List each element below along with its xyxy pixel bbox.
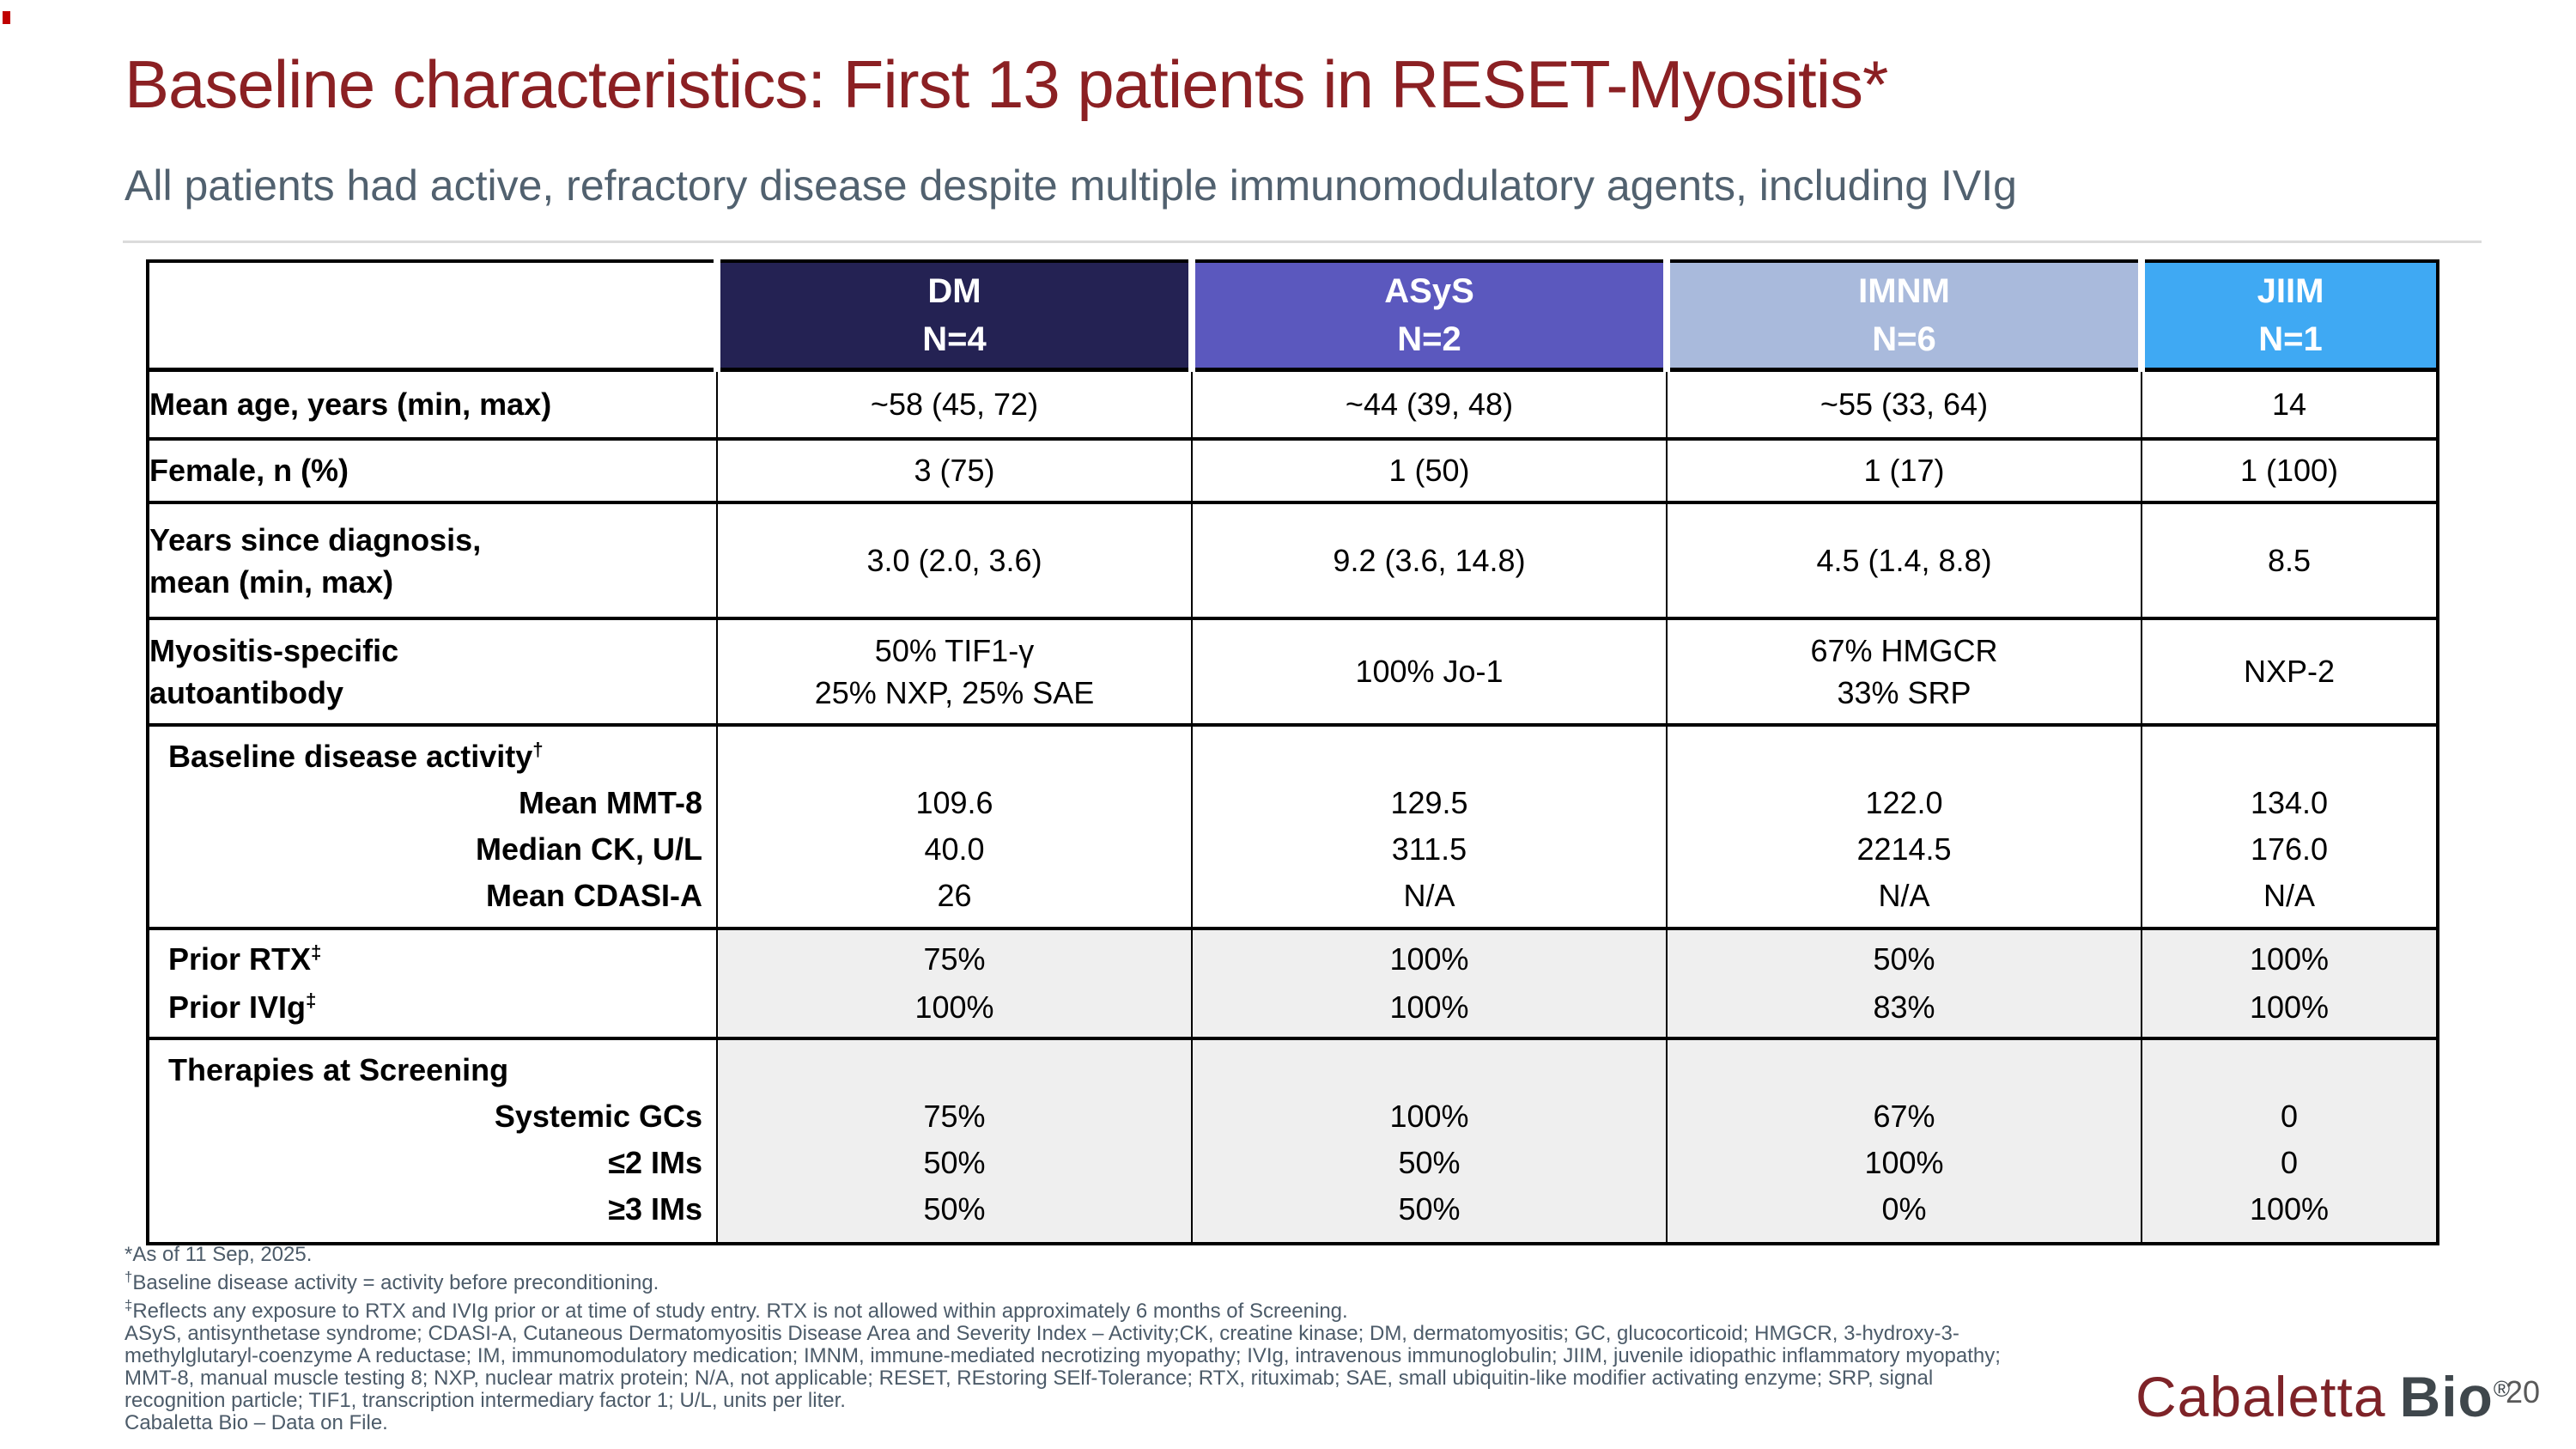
cell-jiim: 134.0 176.0 N/A [2142, 725, 2438, 928]
table-header-row [148, 261, 2438, 370]
logo-brand-text: Cabaletta [2136, 1365, 2386, 1428]
cell-jiim: 100% 100% [2142, 928, 2438, 1038]
cell-jiim: NXP-2 [2142, 618, 2438, 725]
footnote-asof: *As of 11 Sep, 2025. [125, 1243, 313, 1266]
column-n: N=6 [1872, 320, 1936, 358]
footnote-abbreviations-3: MMT-8, manual muscle testing 8; NXP, nuclear matrix protein; N/A, not applicable; RESET, REstoring SElf-Tolerance; RTX, rituximab; SAE, small ubiquitin-like modifier activating enzyme; SRP, signal [125, 1367, 1934, 1390]
cell-jiim: 1 (100) [2142, 439, 2438, 502]
footnote-abbreviations-4: recognition particle; TIF1, transcription intermediary factor 1; U/L, units per liter. [125, 1389, 846, 1412]
row-label: Female, n (%) [148, 439, 717, 502]
cell-dm: 3.0 (2.0, 3.6) [717, 502, 1192, 618]
cell-asys: 100% Jo-1 [1192, 618, 1667, 725]
cell-imnm: 67% HMGCR 33% SRP [1667, 618, 2142, 725]
cell-asys: 9.2 (3.6, 14.8) [1192, 502, 1667, 618]
cell-jiim: 14 [2142, 370, 2438, 440]
cell-dm: 50% TIF1-γ 25% NXP, 25% SAE [717, 618, 1192, 725]
sub-label-ck: Median CK, U/L [475, 831, 702, 867]
row-label: Therapies at Screening Systemic GCs ≤2 IMs ≥3 IMs [148, 1038, 717, 1244]
column-n: N=2 [1397, 320, 1461, 358]
cell-dm: 109.6 40.0 26 [717, 725, 1192, 928]
header-cell-dm [717, 261, 1192, 370]
slide-subtitle: All patients had active, refractory disease despite multiple immunomodulatory agents, including IVIg [125, 161, 2017, 210]
cell-imnm: 1 (17) [1667, 439, 2142, 502]
cabaletta-bio-logo [2136, 1364, 2511, 1429]
cell-imnm: 67% 100% 0% [1667, 1038, 2142, 1244]
cell-dm: 75% 50% 50% [717, 1038, 1192, 1244]
registered-trademark-mark: ® [2493, 1376, 2512, 1402]
cell-imnm: 4.5 (1.4, 8.8) [1667, 502, 2142, 618]
cell-dm: 75% 100% [717, 928, 1192, 1038]
footnote-data-on-file: Cabaletta Bio – Data on File. [125, 1411, 388, 1434]
double-dagger-mark: ‡ [306, 989, 317, 1011]
header-divider [123, 240, 2482, 243]
double-dagger-mark: ‡ [311, 941, 322, 963]
sub-label-le2: ≤2 IMs [608, 1145, 702, 1180]
column-label: ASyS [1384, 272, 1474, 310]
logo-suffix-text: Bio [2399, 1365, 2494, 1428]
cell-asys: ~44 (39, 48) [1192, 370, 1667, 440]
column-n: N=1 [2258, 320, 2323, 358]
cell-asys: 100% 50% 50% [1192, 1038, 1667, 1244]
header-cell-asys [1192, 261, 1667, 370]
row-label: Mean age, years (min, max) [148, 370, 717, 440]
row-female [148, 439, 2438, 502]
header-cell-imnm [1667, 261, 2142, 370]
cell-dm: 3 (75) [717, 439, 1192, 502]
sub-label-ge3: ≥3 IMs [608, 1191, 702, 1227]
row-autoantibody [148, 618, 2438, 725]
row-prior-therapy [148, 928, 2438, 1038]
cell-imnm: 122.0 2214.5 N/A [1667, 725, 2142, 928]
cell-asys: 100% 100% [1192, 928, 1667, 1038]
cell-dm: ~58 (45, 72) [717, 370, 1192, 440]
cell-asys: 129.5 311.5 N/A [1192, 725, 1667, 928]
dagger-mark: † [532, 739, 544, 760]
cell-imnm: 50% 83% [1667, 928, 2142, 1038]
footnote-abbreviations-2: methylglutaryl-coenzyme A reductase; IM, immunomodulatory medication; IMNM, immune-mediated necrotizing myopathy; IVIg, intravenous immunoglobulin; JIIM, juvenile idiopathic inflammatory myopathy; [125, 1344, 2001, 1367]
header-cell-empty [148, 261, 717, 370]
cell-imnm: ~55 (33, 64) [1667, 370, 2142, 440]
row-mean-age [148, 370, 2438, 440]
baseline-characteristics-table [146, 259, 2439, 1245]
footnotes-block [125, 1244, 2099, 1434]
slide-corner-mark [3, 11, 10, 24]
sub-label-cdasi: Mean CDASI-A [485, 878, 702, 913]
slide-title: Baseline characteristics: First 13 patients in RESET-Myositis* [125, 46, 1888, 122]
header-cell-jiim [2142, 261, 2438, 370]
cell-jiim: 8.5 [2142, 502, 2438, 618]
footnote-abbreviations-1: ASyS, antisynthetase syndrome; CDASI-A, Cutaneous Dermatomyositis Disease Area and Severity Index – Activity;CK, creatine kinase; DM, dermatomyositis; GC, glucocorticoid; HMGCR, 3-hydroxy-3- [125, 1322, 1959, 1345]
cell-jiim: 0 0 100% [2142, 1038, 2438, 1244]
row-label: Baseline disease activity† Mean MMT-8 Median CK, U/L Mean CDASI-A [148, 725, 717, 928]
footnote-baseline-activity: †Baseline disease activity = activity before preconditioning. [125, 1269, 659, 1294]
row-baseline-disease-activity [148, 725, 2438, 928]
footnote-rtx-ivig: ‡Reflects any exposure to RTX and IVIg prior or at time of study entry. RTX is not allowed within approximately 6 months of Screening. [125, 1297, 1348, 1323]
page-number: 20 [2506, 1374, 2541, 1409]
row-label: Years since diagnosis, mean (min, max) [148, 502, 717, 618]
column-label: JIIM [2257, 272, 2324, 310]
sub-label-gcs: Systemic GCs [494, 1099, 702, 1134]
row-years-since-diagnosis [148, 502, 2438, 618]
row-label: Prior RTX‡ Prior IVIg‡ [148, 928, 717, 1038]
column-label: DM [927, 272, 981, 310]
column-label: IMNM [1858, 272, 1950, 310]
column-n: N=4 [922, 320, 987, 358]
row-therapies-at-screening [148, 1038, 2438, 1244]
sub-label-mmt8: Mean MMT-8 [518, 785, 702, 820]
cell-asys: 1 (50) [1192, 439, 1667, 502]
row-label: Myositis-specific autoantibody [148, 618, 717, 725]
